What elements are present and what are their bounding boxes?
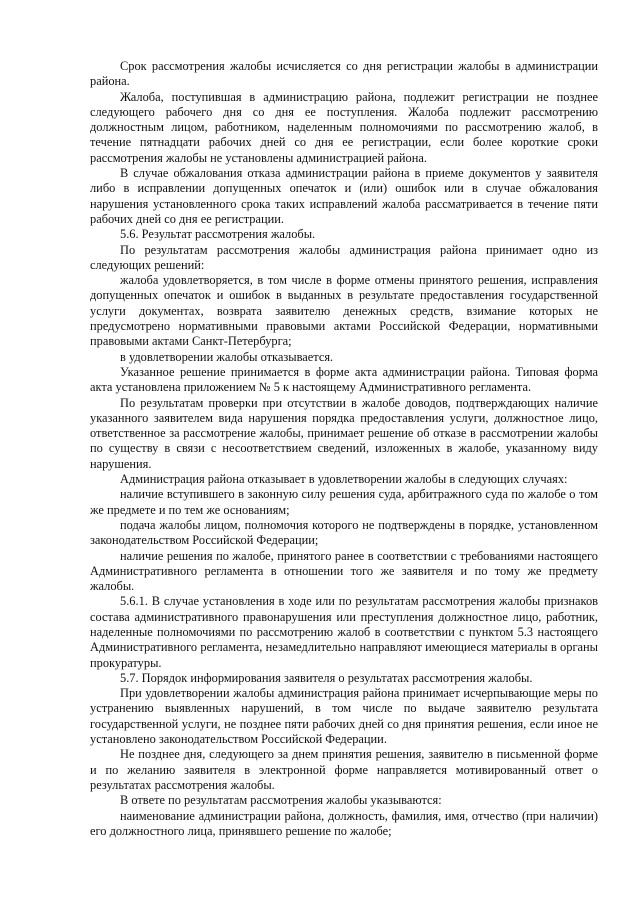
paragraph-answer-sending: Не позднее дня, следующего за днем принятия решения, заявителю в письменной форме и по желанию заявителя в электронной форме направляется мотивированный ответ о результатах рассмотрения жалобы. xyxy=(90,747,598,792)
paragraph-decisions-intro: По результатам рассмотрения жалобы администрация района принимает одно из следующих решений: xyxy=(90,242,598,272)
paragraph-unconfirmed-authority: подача жалобы лицом, полномочия которого не подтверждены в порядке, установленном законодательством Российской Федерации; xyxy=(90,517,598,548)
section-heading-5-7: 5.7. Порядок информирования заявителя о результатах рассмотрения жалобы. xyxy=(120,670,533,685)
paragraph-refusal-appeal: В случае обжалования отказа администрации района в приеме документов у заявителя либо в исправлении допущенных опечаток и (или) ошибок или в случае обжалования нарушения установленного срока таких исправлений жалоба рассматривается в течение пяти рабочих дней со дня ее регистрации. xyxy=(90,166,598,226)
section-heading-5-6: 5.6. Результат рассмотрения жалобы. xyxy=(120,227,316,242)
paragraph-remedy-measures: При удовлетворении жалобы администрация района принимает исчерпывающие меры по устранению выявленных нарушений, в том числе по выдаче заявителю результата государственной услуги, не позднее пяти рабочих дней со дня принятия решения, если иное не установлено законодательством Российской Федерации. xyxy=(90,686,598,747)
document-page xyxy=(90,59,598,839)
paragraph-answer-authority-name: наименование администрации района, должность, фамилия, имя, отчество (при наличии) его должностного лица, принявшего решение по жалобе; xyxy=(90,808,598,838)
paragraph-decision-refused: в удовлетворении жалобы отказывается. xyxy=(120,349,334,364)
paragraph-check-results: По результатам проверки при отсутствии в жалобе доводов, подтверждающих наличие указанного заявителем вида нарушения порядка предоставления услуги, должностное лицо, ответственное за рассмотрение жалобы, принимает решение об отказе в рассмотрении жалобы по существу в связи с несоответствием сведений, изложенных в жалобе, указанному виду нарушения. xyxy=(90,395,598,471)
section-5-6-1: 5.6.1. В случае установления в ходе или по результатам рассмотрения жалобы признаков состава административного правонарушения или преступления должностное лицо, работник, наделенные полномочиями по рассмотрению жалоб в соответствии с пунктом 5.3 настоящего Административного регламента, незамедлительно направляют имеющиеся материалы в органы прокуратуры. xyxy=(90,594,598,670)
paragraph-decision-satisfied: жалоба удовлетворяется, в том числе в форме отмены принятого решения, исправления допущенных опечаток и ошибок в выданных в результате предоставления государственной услуги документах, возврата заявителю денежных средств, взимание которых не предусмотрено нормативными правовыми актами Российской Федерации, нормативными правовыми актами Санкт-Петербурга; xyxy=(90,273,598,349)
paragraph-answer-contents-intro: В ответе по результатам рассмотрения жалобы указываются: xyxy=(120,793,442,808)
paragraph-prior-decision: наличие решения по жалобе, принятого ранее в соответствии с требованиями настоящего Административного регламента в отношении того же заявителя и по тому же предмету жалобы. xyxy=(90,548,598,594)
paragraph-refusal-cases-intro: Администрация района отказывает в удовлетворении жалобы в следующих случаях: xyxy=(120,472,568,487)
paragraph-registration: Жалоба, поступившая в администрацию района, подлежит регистрации не позднее следующего рабочего дня со дня ее поступления. Жалоба подлежит рассмотрению должностным лицом, работником, наделенным полномочиями по рассмотрению жалоб, в течение пятнадцати рабочих дней со дня ее регистрации, если более короткие сроки рассмотрения жалобы не установлены администрацией района. xyxy=(90,89,598,165)
paragraph-act-form: Указанное решение принимается в форме акта администрации района. Типовая форма акта установлена приложением № 5 к настоящему Административного регламента. xyxy=(90,364,598,395)
paragraph-court-decision: наличие вступившего в законную силу решения суда, арбитражного суда по жалобе о том же предмете и по тем же основаниям; xyxy=(90,487,598,517)
paragraph-review-term: Срок рассмотрения жалобы исчисляется со дня регистрации жалобы в администрации района. xyxy=(90,59,598,89)
